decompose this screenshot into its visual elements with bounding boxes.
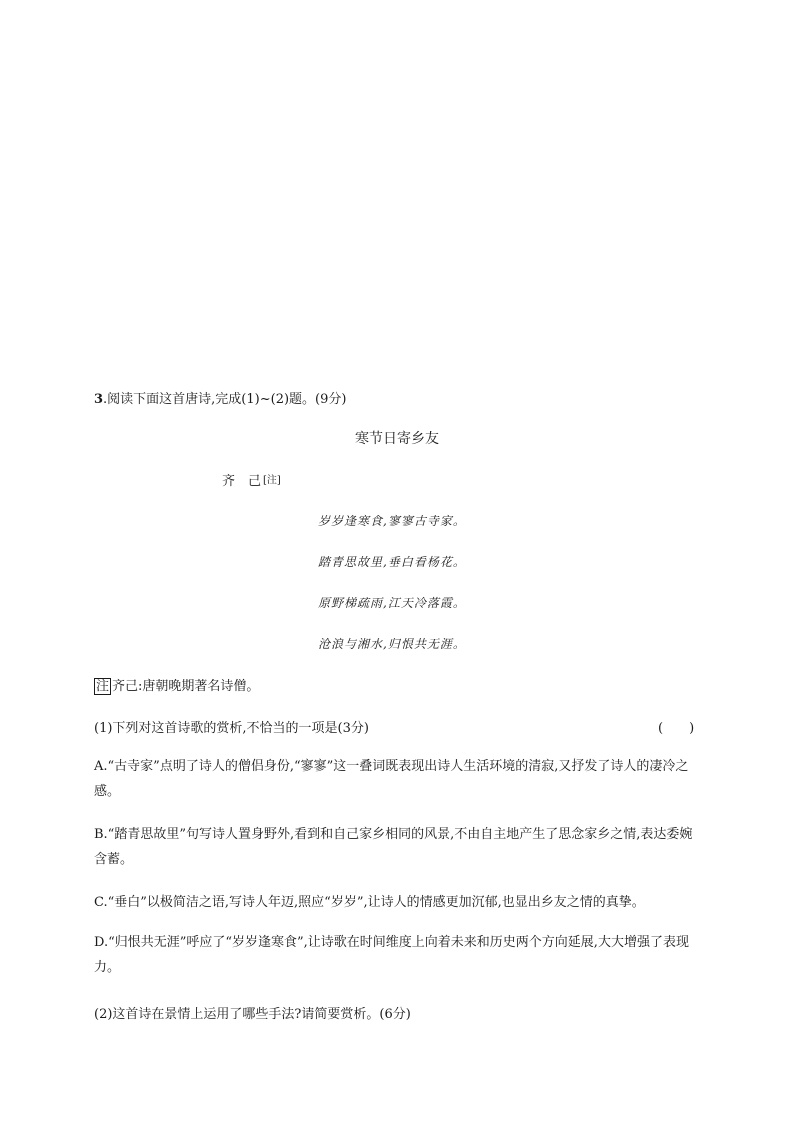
poem-line: 原野梯疏雨,江天冷落霞。 — [318, 596, 466, 610]
footnote — [94, 675, 259, 694]
answer-blank: ( ) — [658, 721, 695, 736]
note-text: 齐己:唐朝晚期著名诗僧。 — [112, 679, 260, 694]
option-d: D.“归恨共无涯”呼应了“岁岁逢寒食”,让诗歌在时间维度上向着未来和历史两个方向延展,大大增强了表现力。 — [94, 935, 689, 975]
question-number: 3 — [94, 392, 104, 407]
author-note-ref: [注] — [263, 475, 281, 486]
poem-line: 岁岁逢寒食,寥寥古寺家。 — [318, 514, 466, 528]
option-a: A.“古寺家”点明了诗人的僧侣身份,“寥寥”这一叠词既表现出诗人生活环境的清寂,又抒发了诗人的凄冷之感。 — [94, 759, 689, 799]
poem-title: 寒节日寄乡友 — [355, 431, 439, 447]
question-intro: .阅读下面这首唐诗,完成(1)~(2)题。(9分) — [103, 392, 347, 407]
option-c: C.“垂白”以极简洁之语,写诗人年迈,照应“岁岁”,让诗人的情感更加沉郁,也显出乡友之情的真挚。 — [94, 895, 645, 910]
subquestion-1-stem: (1)下列对这首诗歌的赏析,不恰当的一项是(3分) — [94, 721, 369, 736]
option-b: B.“踏青思故里”句写诗人置身野外,看到和自己家乡相同的风景,不由自主地产生了思念家乡之情,表达委婉含蓄。 — [94, 827, 693, 867]
question-header — [94, 388, 346, 407]
note-label: 注 — [96, 679, 110, 694]
poem-line: 沧浪与湘水,归恨共无涯。 — [318, 637, 466, 651]
poem-author — [222, 470, 281, 489]
author-name: 齐 己 — [222, 474, 262, 489]
subquestion-2-stem: (2)这首诗在景情上运用了哪些手法?请简要赏析。(6分) — [94, 1007, 411, 1022]
poem-line: 踏青思故里,垂白看杨花。 — [318, 555, 466, 569]
